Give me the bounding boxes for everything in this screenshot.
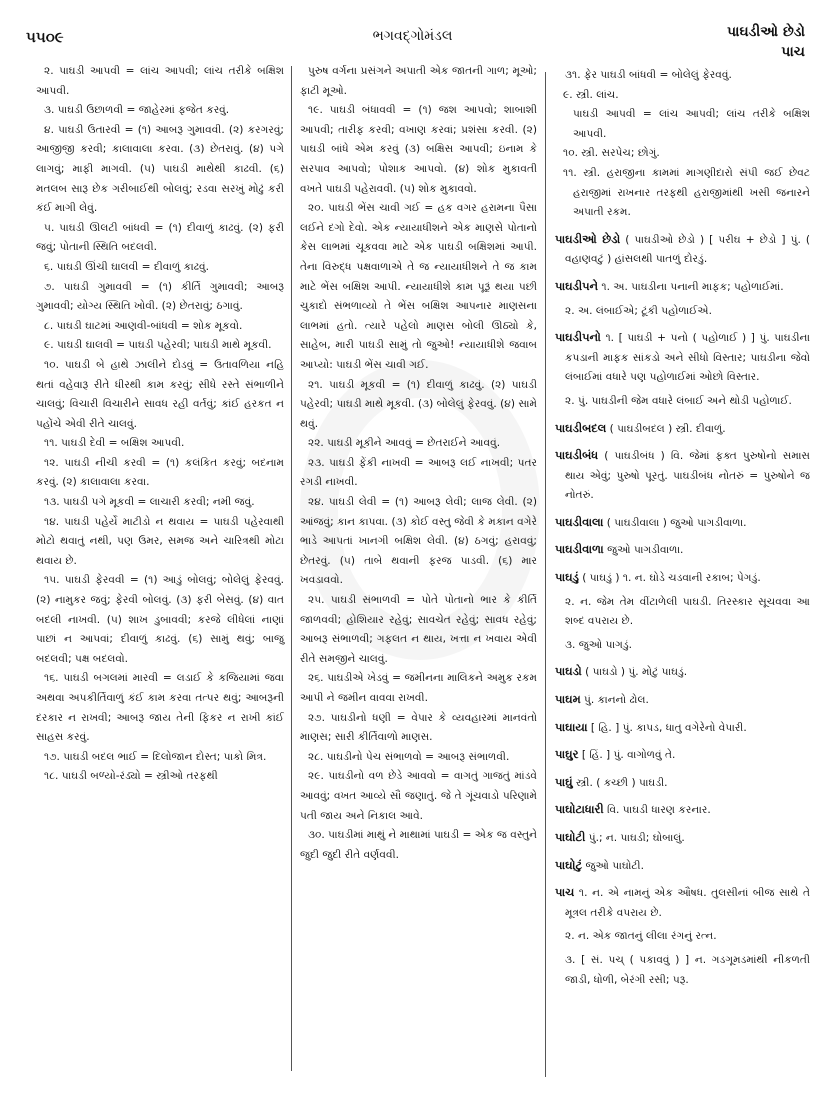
- dictionary-sense: [555, 927, 810, 947]
- headword: પાઘોટી: [555, 830, 586, 844]
- dictionary-entry: ૧૫. પાઘડી ફેરવવી = (૧) આડું બોલવું; બોલેલું ફેરવવું. (૨) નામુકર જવું; ફેરવી બોલવું. (૩) ફરી બેસવું. (૪) વાત બદલી નાખવી. (૫) શાખ ડુબાવવી; કરજે લીધેલાં નાણાં પાછાં ન આપવાં; દીવાળું કાઢવું. (૬) સામું થવું; બાજુ બદલવી; પક્ષ બદલવો.: [36, 574, 284, 665]
- dictionary-entry: ૧૧. પાઘડી દેવી = બક્ષિશ આપવી.: [44, 437, 185, 450]
- dictionary-entry: ૯. પાઘડી ઘાલવી = પાઘડી પહેરવી; પાઘડી માથે મૂકવી.: [44, 339, 272, 352]
- dictionary-headword-entry: [555, 690, 810, 711]
- definition-text: ૨. પું. પાઘડીની જેમ વધારે લંબાઈ અને થોડી પહોળાઈ.: [565, 394, 792, 407]
- dictionary-entry: ૨૮. પાઘડીનો પેચ સંભાળવો = આબરૂ સંભાળવી.: [308, 750, 510, 763]
- dictionary-entry: ૧૭. પાઘડી બદલ ભાઈ = દિલોજાન દોસ્ત; પાકો મિત્ર.: [44, 750, 267, 763]
- dictionary-entry: ૨૭. પાઘડીનો ધણી = વેપાર કે વ્યવહારમાં માનવંતો માણસ; સારી કીર્તિવાળો માણસ.: [300, 711, 537, 744]
- headword: પાઘડીપને: [555, 278, 599, 293]
- column-3: [555, 62, 810, 990]
- headword: પાઘોટું: [555, 857, 583, 872]
- headword: પાઘડીઓ છેડો: [555, 231, 621, 246]
- definition-text: ૨. અ. લંબાઈએ; ટૂંકી પહોળાઈએ.: [565, 304, 712, 317]
- definition-text: ૧૦. સ્ત્રી. સરપેચ; છોગું.: [563, 147, 660, 160]
- dictionary-entry: ૨૯. પાઘડીનો વળ છેડે આવવો = વાગતું ગાજતું માંડવે આવવું; વખત આવ્યે સૌ જણાતું. જે તે ગૂંચવાડો પરિણામે પતી જાય અને નિકાલ આવે.: [300, 770, 537, 822]
- headword: પાચ: [555, 885, 575, 900]
- dictionary-headword-entry: [555, 540, 810, 561]
- dictionary-headword-entry: [555, 745, 810, 766]
- dictionary-headword-entry: [555, 718, 810, 739]
- column-1: [36, 62, 284, 787]
- dictionary-entry: ૨૩. પાઘડી ફેંકી નાખવી = આબરૂ લઈ નાખવી; પતર રગડી નાખવી.: [300, 456, 537, 489]
- definition-text: સ્ત્રી. ( કચ્છી ) પાઘડી.: [576, 776, 668, 789]
- dictionary-sense: [555, 302, 810, 322]
- guide-word-last: પાચ: [781, 44, 805, 60]
- definition-text: વિ. પાઘડી ધારણ કરનાર.: [607, 804, 711, 817]
- dictionary-entry: ૩૦. પાઘડીમાં માથું ને માથામાં પાઘડી = એક જ વસ્તુને જુદી જુદી રીતે વર્ણવવી.: [300, 829, 537, 861]
- definition-text: પું.; ન. પાઘડી; ઘોબાલું.: [588, 832, 685, 844]
- dictionary-entry: ૨૨. પાઘડી મૂકીને આવવું = છેતરાઈને આવવું.: [308, 437, 501, 450]
- dictionary-entry: ૧૦. પાઘડી બે હાથે ઝાલીને દોડવું = ઉતાવળિયા નહિ થતાં વહેવારૂ રીતે ધીરથી કામ કરવું; સીધે રસ્તે સંભાળીને ચાલવું; વિચારી વિચારીને સાવધ રહી વર્તવું; કાંઈ હરકત ન પહોંચે એવી રીતે ચાલવું.: [36, 358, 284, 430]
- dictionary-headword-entry: [555, 513, 810, 534]
- column-2: [300, 62, 537, 865]
- dictionary-entry: ૫. પાઘડી ઊલટી બાંધવી = (૧) દીવાળું કાઢવું. (૨) ફરી જવું; પોતાની સ્થિતિ બદલવી.: [36, 221, 284, 254]
- dictionary-entry: ૭. પાઘડી ગુમાવવી = (૧) કીર્તિ ગુમાવવી; આબરૂ ગુમાવવી; યોગ્ય સ્થિતિ ખોવી. (૨) છેતરાવું; ઠગાવું.: [36, 280, 284, 313]
- definition-text: ( પાઘડીબંધ ) વિ. જેમાં ફક્ત પુરુષોનો સમાસ થાય એવું; પુરુષો પૂરતું. પાઘડીબંધ નોતરું = પુરુષોને જ નોતરું.: [565, 450, 810, 502]
- page-header: [0, 0, 825, 60]
- page-number: ૫૫૦૯: [26, 28, 64, 46]
- dictionary-headword-entry: [555, 328, 810, 388]
- dictionary-entry: ૧૬. પાઘડી બગલમાં મારવી = લડાઈ કે કજિયામાં જવા અથવા અપકીર્તિવાળું કંઈ કામ કરવા તત્પર થવું; આબરૂની દરકાર ન રાખવી; આબરૂ જાય તેની ફિકર ન રાખી કાંઈ સાહસ કરવું.: [36, 672, 284, 744]
- definition-text: ( પાઘડું ) ૧. ન. ઘોડે ચડવાની રકાબ; પેગડું.: [582, 572, 761, 585]
- dictionary-entry: ૪. પાઘડી ઉતારવી = (૧) આબરૂ ગુમાવવી. (૨) કરગરવું; આજીજી કરવી; કાલાવાલા કરવા. (૩) છેતરાવું. (૪) પગે લાગવું; માફી માગવી. (૫) પાઘડી માથેથી કાઢવી. (૬) મતલબ સારૂ છેક ગરીબાઈથી બોલવું; રડવા સરખું મોઢું કરી કંઈ માગી લેવું.: [36, 123, 284, 215]
- headword: પાઘોટાધારી: [555, 802, 604, 817]
- dictionary-headword-entry: [555, 419, 810, 440]
- definition-text: ૧૧. સ્ત્રી. હરાજીના કામમાં માગણીદારો સંપી જઈ છેવટ હરાજીમાં રાખનાર તરફથી હરાજીમાંથી ખસી જનારને અપાતી રકમ.: [563, 166, 810, 219]
- dictionary-headword-entry: [555, 828, 810, 849]
- definition-text: જુઓ પાઘોટી.: [585, 859, 644, 872]
- definition-text: ( પાઘડીઓ છેડો ) [ પરીઘ + છેડો ] પું. ( વહાણવટું ) હાંસલથી પાતળું દોરડું.: [565, 233, 811, 266]
- book-title: ભગવદ્ગોમંડલ: [372, 28, 453, 44]
- dictionary-entry: ૨૧. પાઘડી મૂકવી = (૧) દીવાળું કાઢવું. (૨) પાઘડી પહેરવી; પાઘડી માથે મૂકવી. (૩) બોલેલું ફેરવવું. (૪) સામે થવું.: [300, 378, 538, 430]
- dictionary-headword-entry: [555, 856, 810, 877]
- column-divider: [291, 66, 292, 1071]
- definition-text: ૩. [ સં. પચ્ ( પકાવવું ) ] ન. ગડગૂમડમાંથી નીકળતી જાડી, ધોળી, બેરંગી રસી; પરૂ.: [565, 953, 810, 986]
- dictionary-headword-entry: [555, 230, 810, 270]
- dictionary-entry: ૧૪. પાઘડી પહેર્યે માટીડો ન થવાય = પાઘડી પહેરવાથી મોટો થવાતું નથી, પણ ઉમર, સમજ અને ચારિત્રથી મોટા થવાય છે.: [36, 515, 284, 567]
- headword: પાઘડીબદલ: [555, 420, 607, 435]
- dictionary-headword-entry: [555, 662, 810, 683]
- definition-text: ( પાઘડીવાલા ) જુઓ પાગડીવાળા.: [606, 516, 747, 529]
- definition-text: [ હિં. ] પું. વાગોળવું તે.: [581, 749, 676, 762]
- definition-text: ૨. ન. એક જાતનું લીલા રંગનું રત્ન.: [565, 930, 717, 943]
- dictionary-headword-entry: [555, 568, 810, 589]
- dictionary-entry: ૨. પાઘડી આપવી = લાંચ આપવી; લાંચ તરીકે બક્ષિશ આપવી.: [36, 65, 284, 97]
- dictionary-entry: ૨૬. પાઘડીએ ખેડવું = જમીનના માલિકને અમુક રકમ આપી ને જમીન વાવવા રાખવી.: [300, 672, 537, 704]
- headword: પાઘડું: [555, 570, 579, 585]
- definition-text: [ હિ. ] પું. કાપડ, ધાતુ વગેરેનો વેપારી.: [590, 721, 747, 734]
- headword: પાઘડીવાળા: [555, 542, 604, 557]
- dictionary-entry: ૧૮. પાઘડી બળ્યો-રંડ્યો = સ્ત્રીઓ તરફથી: [44, 770, 218, 783]
- dictionary-entry: ૩. પાઘડી ઉછાળવી = જાહેરમાં ફજેત કરવું.: [44, 104, 230, 117]
- dictionary-entry: ૬. પાઘડી ઊંચી ઘાલવી = દીવાળું કાઢવું.: [44, 260, 209, 273]
- definition-text: પાઘડી આપવી = લાંચ આપવી; લાંચ તરીકે બક્ષિશ આપવી.: [573, 108, 810, 140]
- dictionary-headword-entry: [555, 883, 810, 923]
- dictionary-headword-entry: [555, 277, 810, 298]
- dictionary-entry: પુરુષ વર્ગના પ્રસંગને અપાતી એક જાતની ગાળ; મૂઓ; ફાટી મૂઓ.: [300, 65, 537, 97]
- dictionary-sense: [555, 164, 810, 223]
- headword: પાઘું: [555, 774, 573, 789]
- definition-text: ૧. અ. પાઘડીના પનાની માફક; પહોળાઈમાં.: [601, 280, 784, 293]
- headword: પાઘડીપનો: [555, 330, 601, 345]
- dictionary-entry: ૨૦. પાઘડી ભેંસ ચાવી ગઈ = હક વગર હરામના પૈસા લઈને દગો દેવો. એક ન્યાયાધીશને એક માણસે પોતાનો કેસ લાભમાં ચૂકવવા માટે એક પાઘડી બક્ષિશમાં આપી. તેના વિરુદ્ધ પક્ષવાળાએ તે જ ન્યાયાધીશને તે જ કામ માટે ભેંસ બક્ષિશ આપી. ન્યાયાધીશે કામ પૂરૂં થયા પછી ચુકાદો સંભળાવ્યો તે ભેંસ બક્ષિશ આપનાર માણસના લાભમાં હતો. ત્યારે પહેલો માણસ બોલી ઊઠ્યો કે, સાહેબ, મારી પાઘડી સામું તો જુઓ! ન્યાયાધીશે જવાબ આપ્યો: પાઘડી ભેંસ ચાવી ગઈ.: [300, 202, 537, 371]
- column-divider: [545, 72, 546, 1077]
- definition-text: ( પાઘડો ) પું. મોટું પાઘડું.: [585, 666, 688, 679]
- definition-text: ૩. જુઓ પાગડું.: [565, 638, 633, 651]
- dictionary-entry: ૧૨. પાઘડી નીચી કરવી = (૧) કલંકિત કરવું; બદનામ કરવું. (૨) કાલાવાલા કરવા.: [36, 456, 284, 489]
- headword: પાઘાયા: [555, 719, 588, 734]
- dictionary-sense: [555, 951, 810, 990]
- dictionary-entry: ૧૯. પાઘડી બંધાવવી = (૧) જશ આપવો; શાબાશી આપવી; તારીફ કરવી; વખાણ કરવાં; પ્રશંસા કરવી. (૨) પાઘડી બાંધે એમ કરવું (૩) બક્ષિસ આપવી; ઇનામ કે સરપાવ આપવો; પોશાક આપવો. (૪) શોક મુકાવતી વખતે પાઘડી પહેરાવવી. (૫) શોક મુકાવવો.: [300, 104, 537, 195]
- headword: પાઘડો: [555, 664, 582, 679]
- dictionary-headword-entry: [555, 446, 810, 506]
- dictionary-entry: ૮. પાઘડી ઘાટમાં આણવી-બાંધવી = શોક મૂકવો.: [44, 319, 243, 332]
- dictionary-headword-entry: [555, 800, 810, 821]
- dictionary-entry: ૨૫. પાઘડી સંભાળવી = પોતે પોતાનો ભાર કે કીર્તિ જાળવવી; હોશિયાર રહેવું; સાવચેત રહેવું; સાવધ રહેવું; આબરૂ સંભાળવી; ગફલત ન થાય, ખત્તા ન ખવાય એવી રીતે સમજીને ચાલવું.: [300, 594, 537, 665]
- headword: પાઘુર: [555, 747, 579, 762]
- dictionary-sense: [555, 593, 810, 632]
- definition-text: ૧. ન. એ નામનું એક ઔષધ. તુલસીનાં બીજ સાથે તે મૂત્રલ તરીકે વપરાય છે.: [565, 887, 810, 919]
- definition-text: ( પાઘડીબદલ ) સ્ત્રી. દીવાળું.: [609, 422, 726, 435]
- definition-text: ૯. સ્ત્રી. લાંચ.: [563, 88, 619, 101]
- dictionary-sense: [555, 86, 810, 106]
- headword: પાઘડીવાલા: [555, 514, 604, 529]
- definition-text: જુઓ પાગડીવાળા.: [607, 544, 684, 557]
- headword: પાઘડીબંધ: [555, 448, 599, 463]
- definition-text: ૨. ન. જેમ તેમ વીંટાળેલી પાઘડી. તિરસ્કાર સૂચવવા આ શબ્દ વપરાય છે.: [565, 595, 810, 628]
- dictionary-sense: [555, 144, 810, 164]
- dictionary-headword-entry: [555, 773, 810, 794]
- headword: પાઘમ: [555, 692, 581, 707]
- definition-text: ૩૧. ફેર પાઘડી બાંધવી = બોલેલું ફેરવવું.: [565, 69, 732, 81]
- dictionary-sense: [555, 105, 810, 144]
- dictionary-sense: [555, 636, 810, 656]
- dictionary-entry: ૨૪. પાઘડી લેવી = (૧) આબરૂ લેવી; લાજ લેવી. (૨) આંજવું; કાન કાપવા. (૩) કોઈ વસ્તુ જેવી કે મકાન વગેરે ભાડે આપતાં ખાનગી બક્ષિશ લેવી. (૪) ઠગવું; હરાવવું; છેતરવું. (૫) તાબે થવાની ફરજ પાડવી. (૬) માર ખવડાવવો.: [300, 496, 537, 587]
- guide-word-first: પાઘડીઓ છેડો: [726, 24, 805, 40]
- dictionary-entry: ૧૩. પાઘડી પગે મૂકવી = લાચારી કરવી; નમી જવું.: [44, 496, 255, 509]
- dictionary-sense: [555, 66, 810, 86]
- definition-text: પું. કાનનો ઢોલ.: [584, 694, 649, 707]
- dictionary-sense: [555, 392, 810, 412]
- definition-text: ૧. [ પાઘડી + પનો ( પહોળાઈ ) ] પું. પાઘડીના કપડાની માફક સાંકડો અને સીધો વિસ્તાર; પાઘડીના જેવો લંબાઈમાં વધારે પણ પહોળાઈમાં ઓછો વિસ્તાર.: [565, 332, 810, 384]
